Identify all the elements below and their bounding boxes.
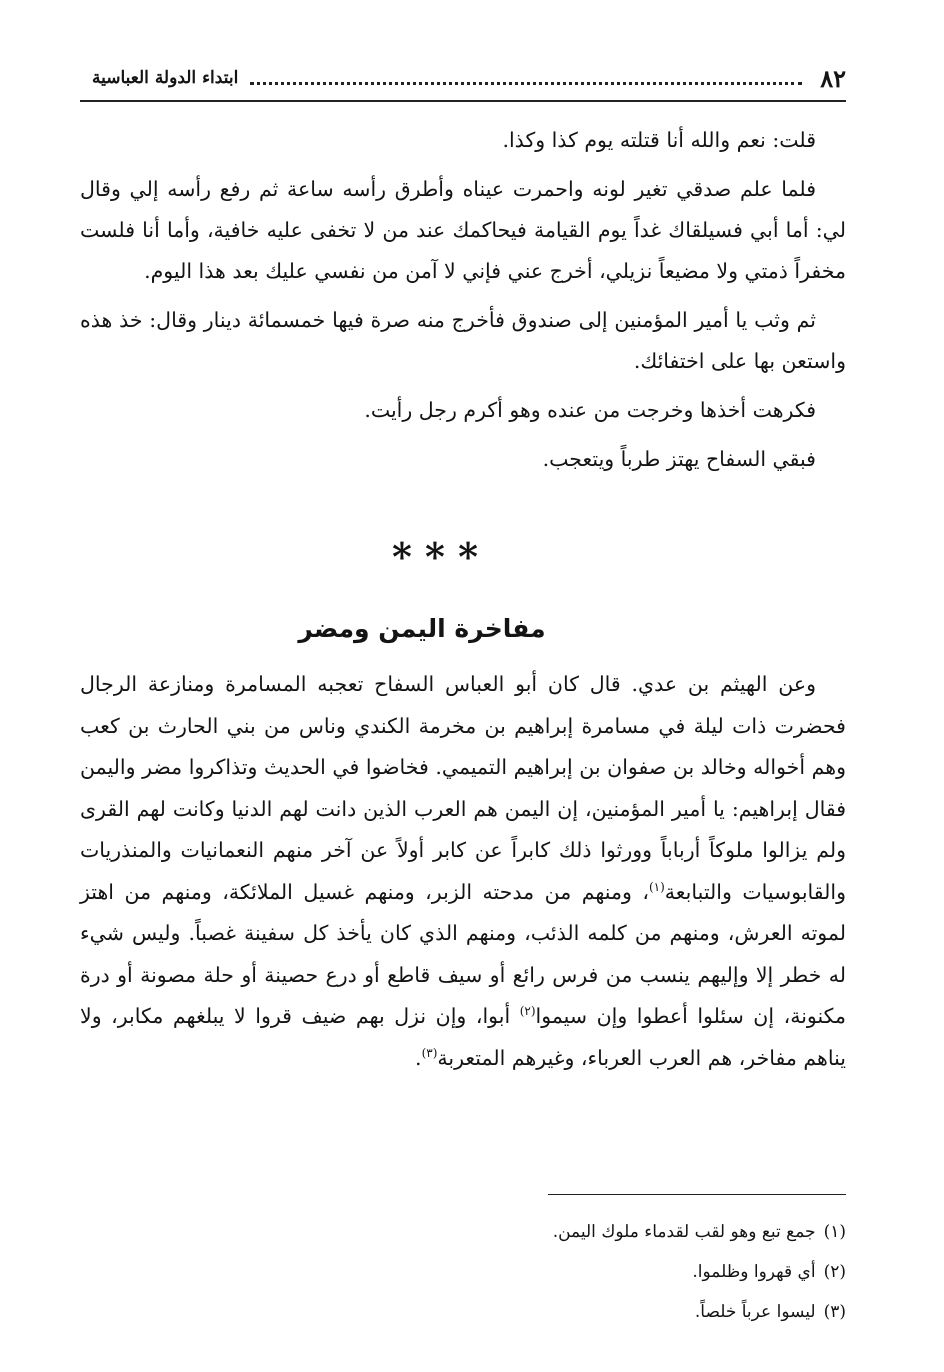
- footnote-text: ليسوا عرباً خلصاً.: [694, 1302, 816, 1322]
- paragraph: فبقي السفاح يهتز طرباً ويتعجب.: [542, 447, 816, 471]
- header-rule: [80, 100, 846, 102]
- footnote-number: (٣): [823, 1302, 846, 1322]
- footnote: [300, 1292, 846, 1332]
- footnote: [300, 1212, 846, 1252]
- section-text-part: .: [415, 1045, 422, 1070]
- paragraph: فلما علم صدقي تغير لونه واحمرت عيناه وأطرق رأسه ساعة ثم رفع رأسه إلي وقال لي: أما أبي فسيلقاك غداً يوم القيامة فيحاكمك عند من لا تخفى عليه خافية، وأما أنا فلست مخفراً ذمتي ولا مضيعاً نزيلي، أخرج عني فإني لا آمن من نفسي عليك بعد هذا اليوم.: [80, 177, 846, 283]
- paragraph: ثم وثب يا أمير المؤمنين إلى صندوق فأخرج منه صرة فيها خمسمائة دينار وقال: خذ هذه واستعن بها على اختفائك.: [80, 308, 846, 373]
- section-body: [80, 664, 846, 1087]
- body-text: [80, 120, 846, 488]
- section-text-part: ، ومنهم من مدحته الزبر، ومنهم غسيل الملائكة، ومنهم من اهتز لموته العرش، ومنهم من كلمه الذئب، ومنهم الذي كان يأخذ كل سفينة غصباً. وليس شيء له خطر إلا وإليهم ينسب من فرس رائع أو سيف قاطع أو درع حصينة أو حلة مصونة أو درة مكنونة، إن سئلوا أعطوا وإن سيموا: [80, 879, 846, 1028]
- footnotes: [300, 1212, 846, 1332]
- footnote-marker: (٢): [519, 1004, 536, 1019]
- chapter-title: ابتداء الدولة العباسية: [92, 68, 239, 88]
- footnote-number: (١): [823, 1222, 846, 1242]
- section-ornament: * * *: [391, 534, 479, 579]
- section-text-part: وعن الهيثم بن عدي. قال كان أبو العباس السفاح تعجبه المسامرة ومنازعة الرجال فحضرت ذات ليلة في مسامرة إبراهيم بن مخرمة الكندي وناس من بني الحارث بن كعب وهم أخواله وخالد بن صفوان بن إبراهيم التميمي. فخاضوا في الحديث وتذاكروا مضر واليمن فقال إبراهيم: يا أمير المؤمنين، إن اليمن هم العرب الذين دانت لهم الدنيا وكانت لهم القرى ولم يزالوا ملوكاً أرباباً وورثوا ذلك كابراً عن كابر أولاً عن آخر منهم النعمانيات والمنذريات والقابوسيات والتبابعة: [80, 672, 846, 904]
- paragraph: قلت: نعم والله أنا قتلته يوم كذا وكذا.: [502, 128, 816, 152]
- page-number: ٨٢: [820, 63, 846, 93]
- footnote-marker: (٣): [421, 1045, 438, 1060]
- footnote-text: أي قهروا وظلموا.: [692, 1262, 816, 1282]
- paragraph: فكرهت أخذها وخرجت من عنده وهو أكرم رجل رأيت.: [364, 398, 816, 422]
- footnote-marker: (١): [648, 879, 665, 894]
- running-header: [92, 58, 846, 98]
- footnote-number: (٢): [823, 1262, 846, 1282]
- footnote-rule: [548, 1194, 846, 1195]
- footnote-text: جمع تبع وهو لقب لقدماء ملوك اليمن.: [552, 1222, 816, 1242]
- section-text-part: أبوا، وإن نزل بهم ضيف قروا لا يبلغهم مكابر، ولا يناهم مفاخر، هم العرب العرباء، وغيرهم المتعربة: [80, 1004, 846, 1070]
- section-paragraph: [80, 664, 846, 1079]
- footnote: [300, 1252, 846, 1292]
- dot-leader: [250, 82, 802, 85]
- section-title: مفاخرة اليمن ومضر: [298, 614, 546, 643]
